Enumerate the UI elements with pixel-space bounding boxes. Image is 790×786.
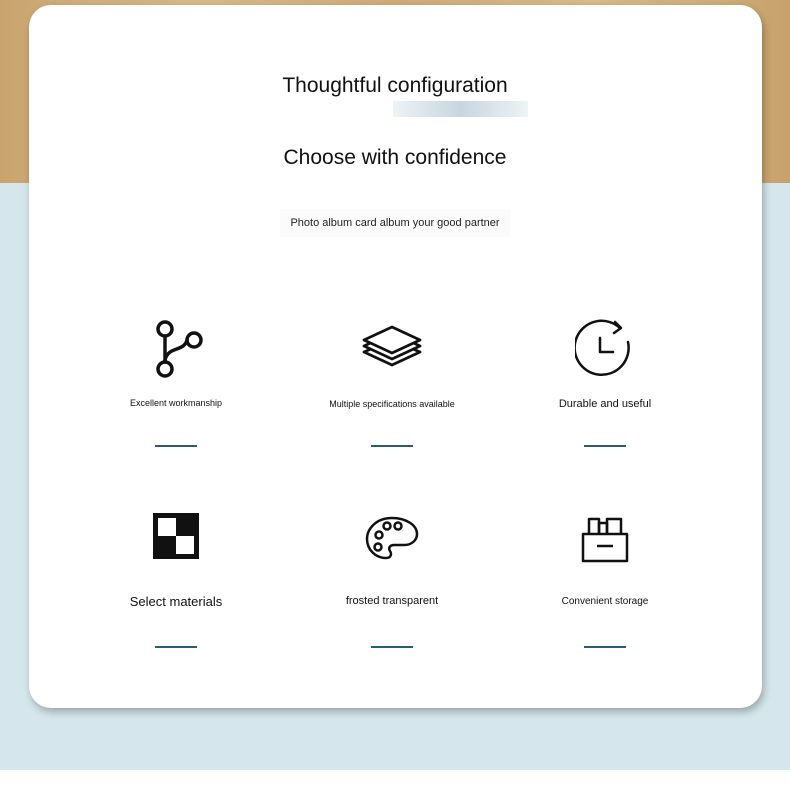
feature-select-materials	[76, 512, 276, 652]
tagline: Photo album card album your good partner	[280, 209, 510, 237]
feature-excellent-workmanship	[76, 316, 276, 456]
feature-label: Durable and useful	[558, 398, 652, 410]
feature-underline	[584, 646, 626, 648]
feature-label: Multiple specifications available	[329, 399, 455, 409]
feature-underline	[155, 445, 197, 447]
checkerboard-icon	[152, 512, 200, 560]
bottom-strip	[0, 770, 790, 786]
page-subtitle-heading: Choose with confidence	[283, 146, 507, 169]
feature-underline	[371, 646, 413, 648]
clock-refresh-icon	[575, 318, 635, 378]
feature-label: Select materials	[129, 594, 223, 609]
feature-convenient-storage	[505, 512, 705, 652]
branch-icon	[146, 318, 206, 380]
page-title: Thoughtful configuration	[282, 74, 508, 97]
feature-underline	[155, 646, 197, 648]
feature-label: Excellent workmanship	[129, 398, 223, 408]
palette-icon	[364, 514, 420, 562]
feature-durable	[505, 316, 705, 456]
feature-underline	[584, 445, 626, 447]
storage-box-icon	[580, 514, 630, 564]
decorative-strip	[393, 101, 528, 117]
layers-icon	[360, 322, 424, 372]
feature-label: Convenient storage	[561, 596, 649, 607]
feature-underline	[371, 445, 413, 447]
feature-label: frosted transparent	[345, 595, 439, 607]
feature-multiple-specifications	[292, 316, 492, 456]
feature-frosted-transparent	[292, 512, 492, 652]
